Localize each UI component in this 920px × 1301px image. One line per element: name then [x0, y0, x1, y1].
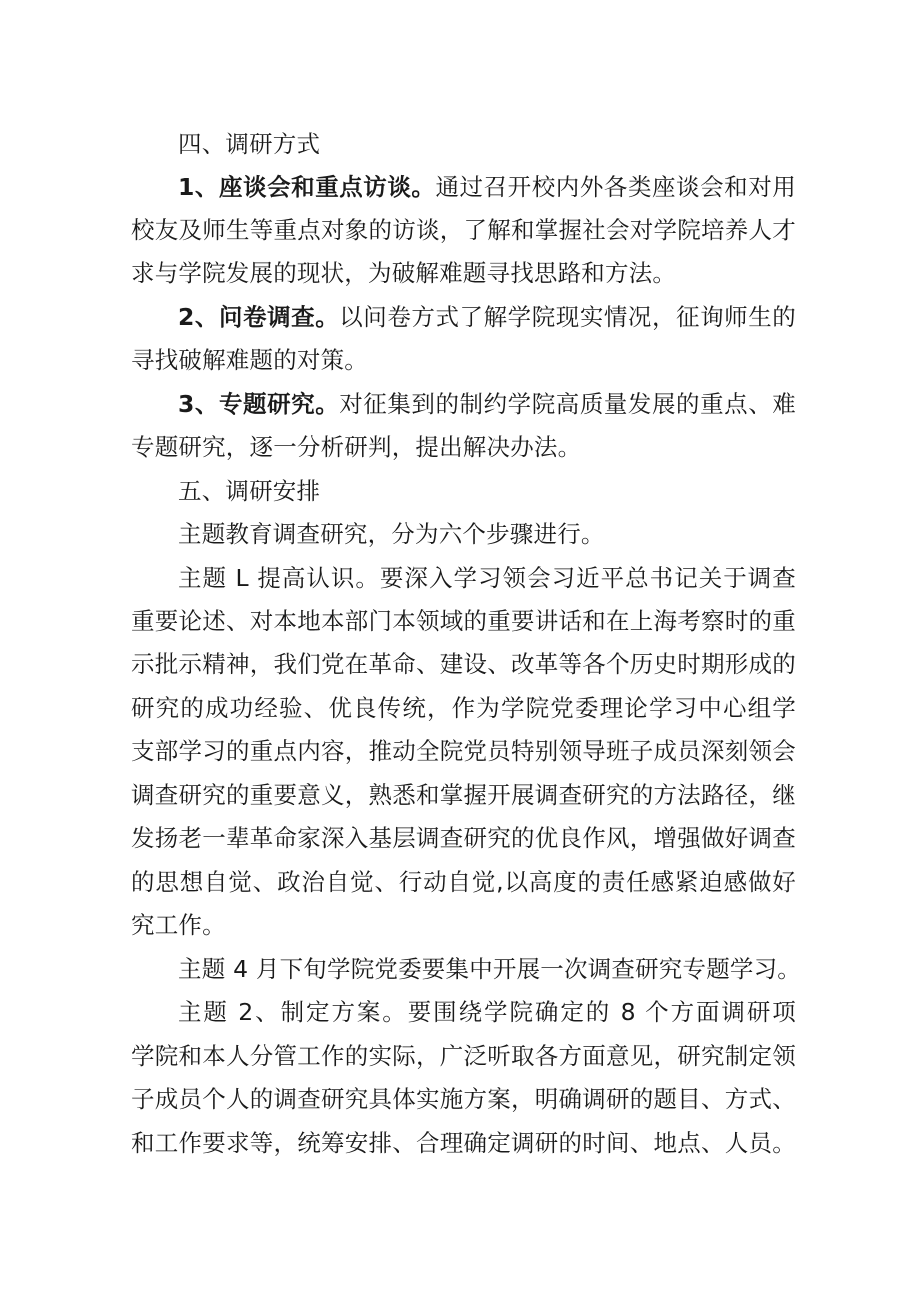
paragraph-line: 研究的成功经验、优良传统，作为学院党委理论学习中心组学 — [131, 694, 796, 722]
paragraph-line: 求与学院发展的现状，为破解难题寻找思路和方法。 — [131, 259, 677, 287]
paragraph-line: 的思想自觉、政治自觉、行动自觉,以高度的责任感紧迫感做好 — [131, 868, 796, 896]
item2-line — [0, 297, 796, 337]
paragraph-line: 示批示精神，我们党在革命、建设、改革等各个历史时期形成的 — [131, 650, 796, 678]
paragraph-line: 寻找破解难题的对策。 — [131, 346, 368, 374]
paragraph-line: 究工作。 — [131, 911, 226, 939]
paragraph-line: 主题 L 提高认识。要深入学习领会习近平总书记关于调查 — [178, 564, 796, 592]
paragraph-line: 支部学习的重点内容，推动全院党员特别领导班子成员深刻领会 — [131, 737, 796, 765]
paragraph-line: 主题教育调查研究，分为六个步骤进行。 — [178, 520, 605, 548]
paragraph-line: 发扬老一辈革命家深入基层调查研究的优良作风，增强做好调查 — [131, 824, 796, 852]
section-heading-research-schedule: 五、调研安排 — [178, 477, 321, 505]
item1-line — [0, 167, 796, 207]
paragraph-line: 学院和本人分管工作的实际，广泛听取各方面意见，研究制定领 — [131, 1042, 796, 1070]
section-heading-research-methods: 四、调研方式 — [178, 130, 321, 158]
paragraph-line: 专题研究，逐一分析研判，提出解决办法。 — [131, 433, 582, 461]
item2-label: 2、问卷调查。 — [178, 303, 340, 331]
item1-text: 通过召开校内外各类座谈会和对用 — [435, 173, 796, 201]
paragraph-line: 和工作要求等，统筹安排、合理确定调研的时间、地点、人员。 — [131, 1129, 796, 1157]
item3-text: 对征集到的制约学院高质量发展的重点、难 — [339, 390, 796, 418]
paragraph-line: 主题 2、制定方案。要围绕学院确定的 8 个方面调研项 — [178, 998, 796, 1026]
paragraph-line: 重要论述、对本地本部门本领域的重要讲话和在上海考察时的重 — [131, 607, 796, 635]
item3-label: 3、专题研究。 — [178, 390, 340, 418]
paragraph-line: 调查研究的重要意义，熟悉和掌握开展调查研究的方法路径，继 — [131, 781, 796, 809]
paragraph-line: 校友及师生等重点对象的访谈，了解和掌握社会对学院培养人才 — [131, 216, 796, 244]
paragraph-line: 子成员个人的调查研究具体实施方案，明确调研的题目、方式、 — [131, 1085, 796, 1113]
item1-label: 1、座谈会和重点访谈。 — [178, 173, 436, 201]
paragraph-line: 主题 4 月下旬学院党委要集中开展一次调查研究专题学习。 — [178, 955, 801, 983]
item2-text: 以问卷方式了解学院现实情况，征询师生的 — [339, 303, 796, 331]
item3-line — [0, 384, 796, 424]
